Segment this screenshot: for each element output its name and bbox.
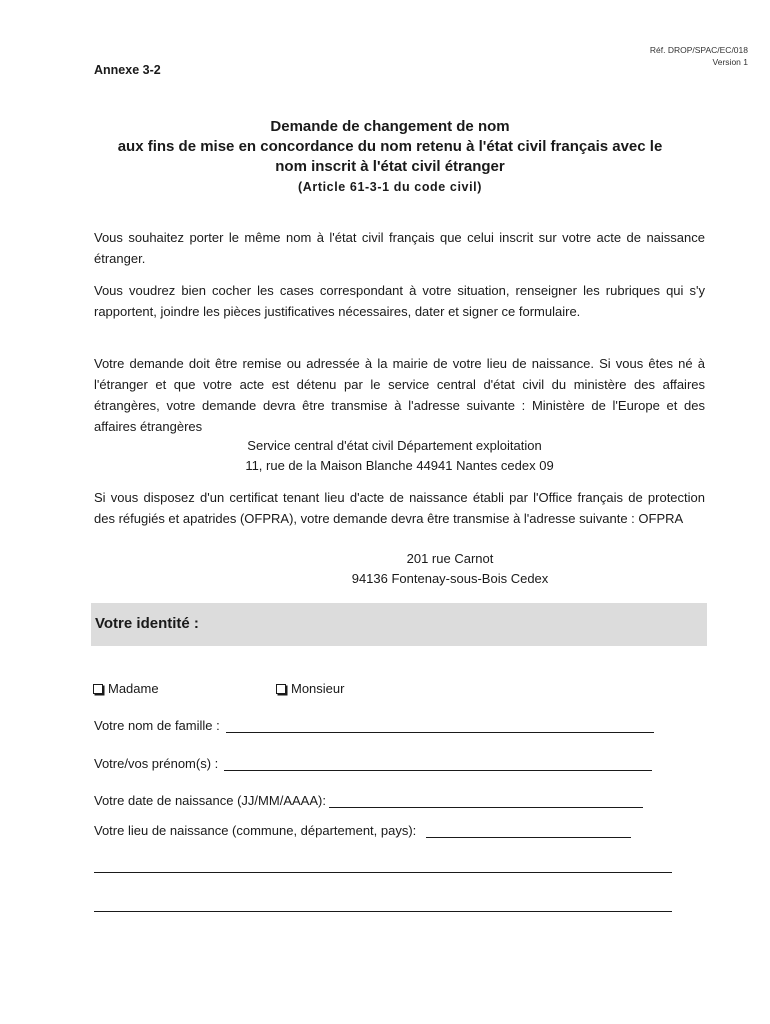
article-reference: (Article 61-3-1 du code civil)	[297, 180, 483, 194]
annexe-label: Annexe 3-2	[94, 63, 161, 77]
madame-label: Madame	[108, 681, 159, 696]
lieu-naissance-label: Votre lieu de naissance (commune, département, pays):	[94, 823, 417, 838]
submission-paragraph: Votre demande doit être remise ou adressée à la mairie de votre lieu de naissance. Si vous êtes né à l'étranger et que votre acte est détenu par le service central d'état civil du ministère des affaires étrangères, votre demande devra être transmise à l'adresse suivante : Ministère de l'Europe et des affaires étrangères	[94, 356, 705, 434]
nom-label: Votre nom de famille :	[94, 718, 220, 733]
form-title	[60, 117, 720, 197]
title-line-2: aux fins de mise en concordance du nom retenu à l'état civil français avec le	[117, 138, 663, 155]
nom-input-line[interactable]	[226, 718, 654, 733]
address-ofpra-street: 201 rue Carnot	[406, 551, 494, 566]
address-ofpra-city: 94136 Fontenay-sous-Bois Cedex	[351, 571, 549, 586]
instructions-paragraph: Vous voudrez bien cocher les cases correspondant à votre situation, renseigner les rubriques qui s'y rapportent, joindre les pièces justificatives nécessaires, dater et signer ce formulaire.	[94, 283, 705, 319]
lieu-naissance-continuation-line-1[interactable]	[94, 872, 672, 873]
checkbox-icon[interactable]	[276, 684, 286, 694]
reference-code: Réf. DROP/SPAC/EC/018	[649, 45, 748, 55]
title-line-3: nom inscrit à l'état civil étranger	[275, 158, 505, 175]
identity-section-header	[91, 603, 707, 646]
address-service-central: Service central d'état civil Département exploitation	[247, 438, 542, 453]
prenom-field	[94, 751, 652, 771]
date-naissance-label: Votre date de naissance (JJ/MM/AAAA):	[94, 793, 326, 808]
checkbox-icon[interactable]	[93, 684, 103, 694]
title-line-1: Demande de changement de nom	[270, 118, 510, 135]
madame-checkbox-option[interactable]	[93, 681, 159, 696]
intro-paragraph: Vous souhaitez porter le même nom à l'état civil français que celui inscrit sur votre acte de naissance étranger.	[94, 230, 705, 266]
date-naissance-field	[94, 788, 643, 808]
address-service-central-street: 11, rue de la Maison Blanche 44941 Nantes cedex 09	[245, 458, 554, 473]
nom-field	[94, 713, 654, 733]
lieu-naissance-input-line[interactable]	[426, 823, 631, 838]
monsieur-label: Monsieur	[291, 681, 345, 696]
prenom-input-line[interactable]	[224, 756, 652, 771]
date-naissance-input-line[interactable]	[329, 793, 643, 808]
document-reference	[650, 44, 748, 68]
ofpra-paragraph: Si vous disposez d'un certificat tenant lieu d'acte de naissance établi par l'Office français de protection des réfugiés et apatrides (OFPRA), votre demande devra être transmise à l'adresse suivante : OFPRA	[94, 490, 705, 526]
monsieur-checkbox-option[interactable]	[276, 681, 344, 696]
lieu-naissance-field	[94, 818, 631, 838]
lieu-naissance-continuation-line-2[interactable]	[94, 911, 672, 912]
identity-section-title: Votre identité :	[95, 615, 199, 632]
version-label: Version 1	[712, 57, 748, 67]
prenom-label: Votre/vos prénom(s) :	[94, 756, 219, 771]
